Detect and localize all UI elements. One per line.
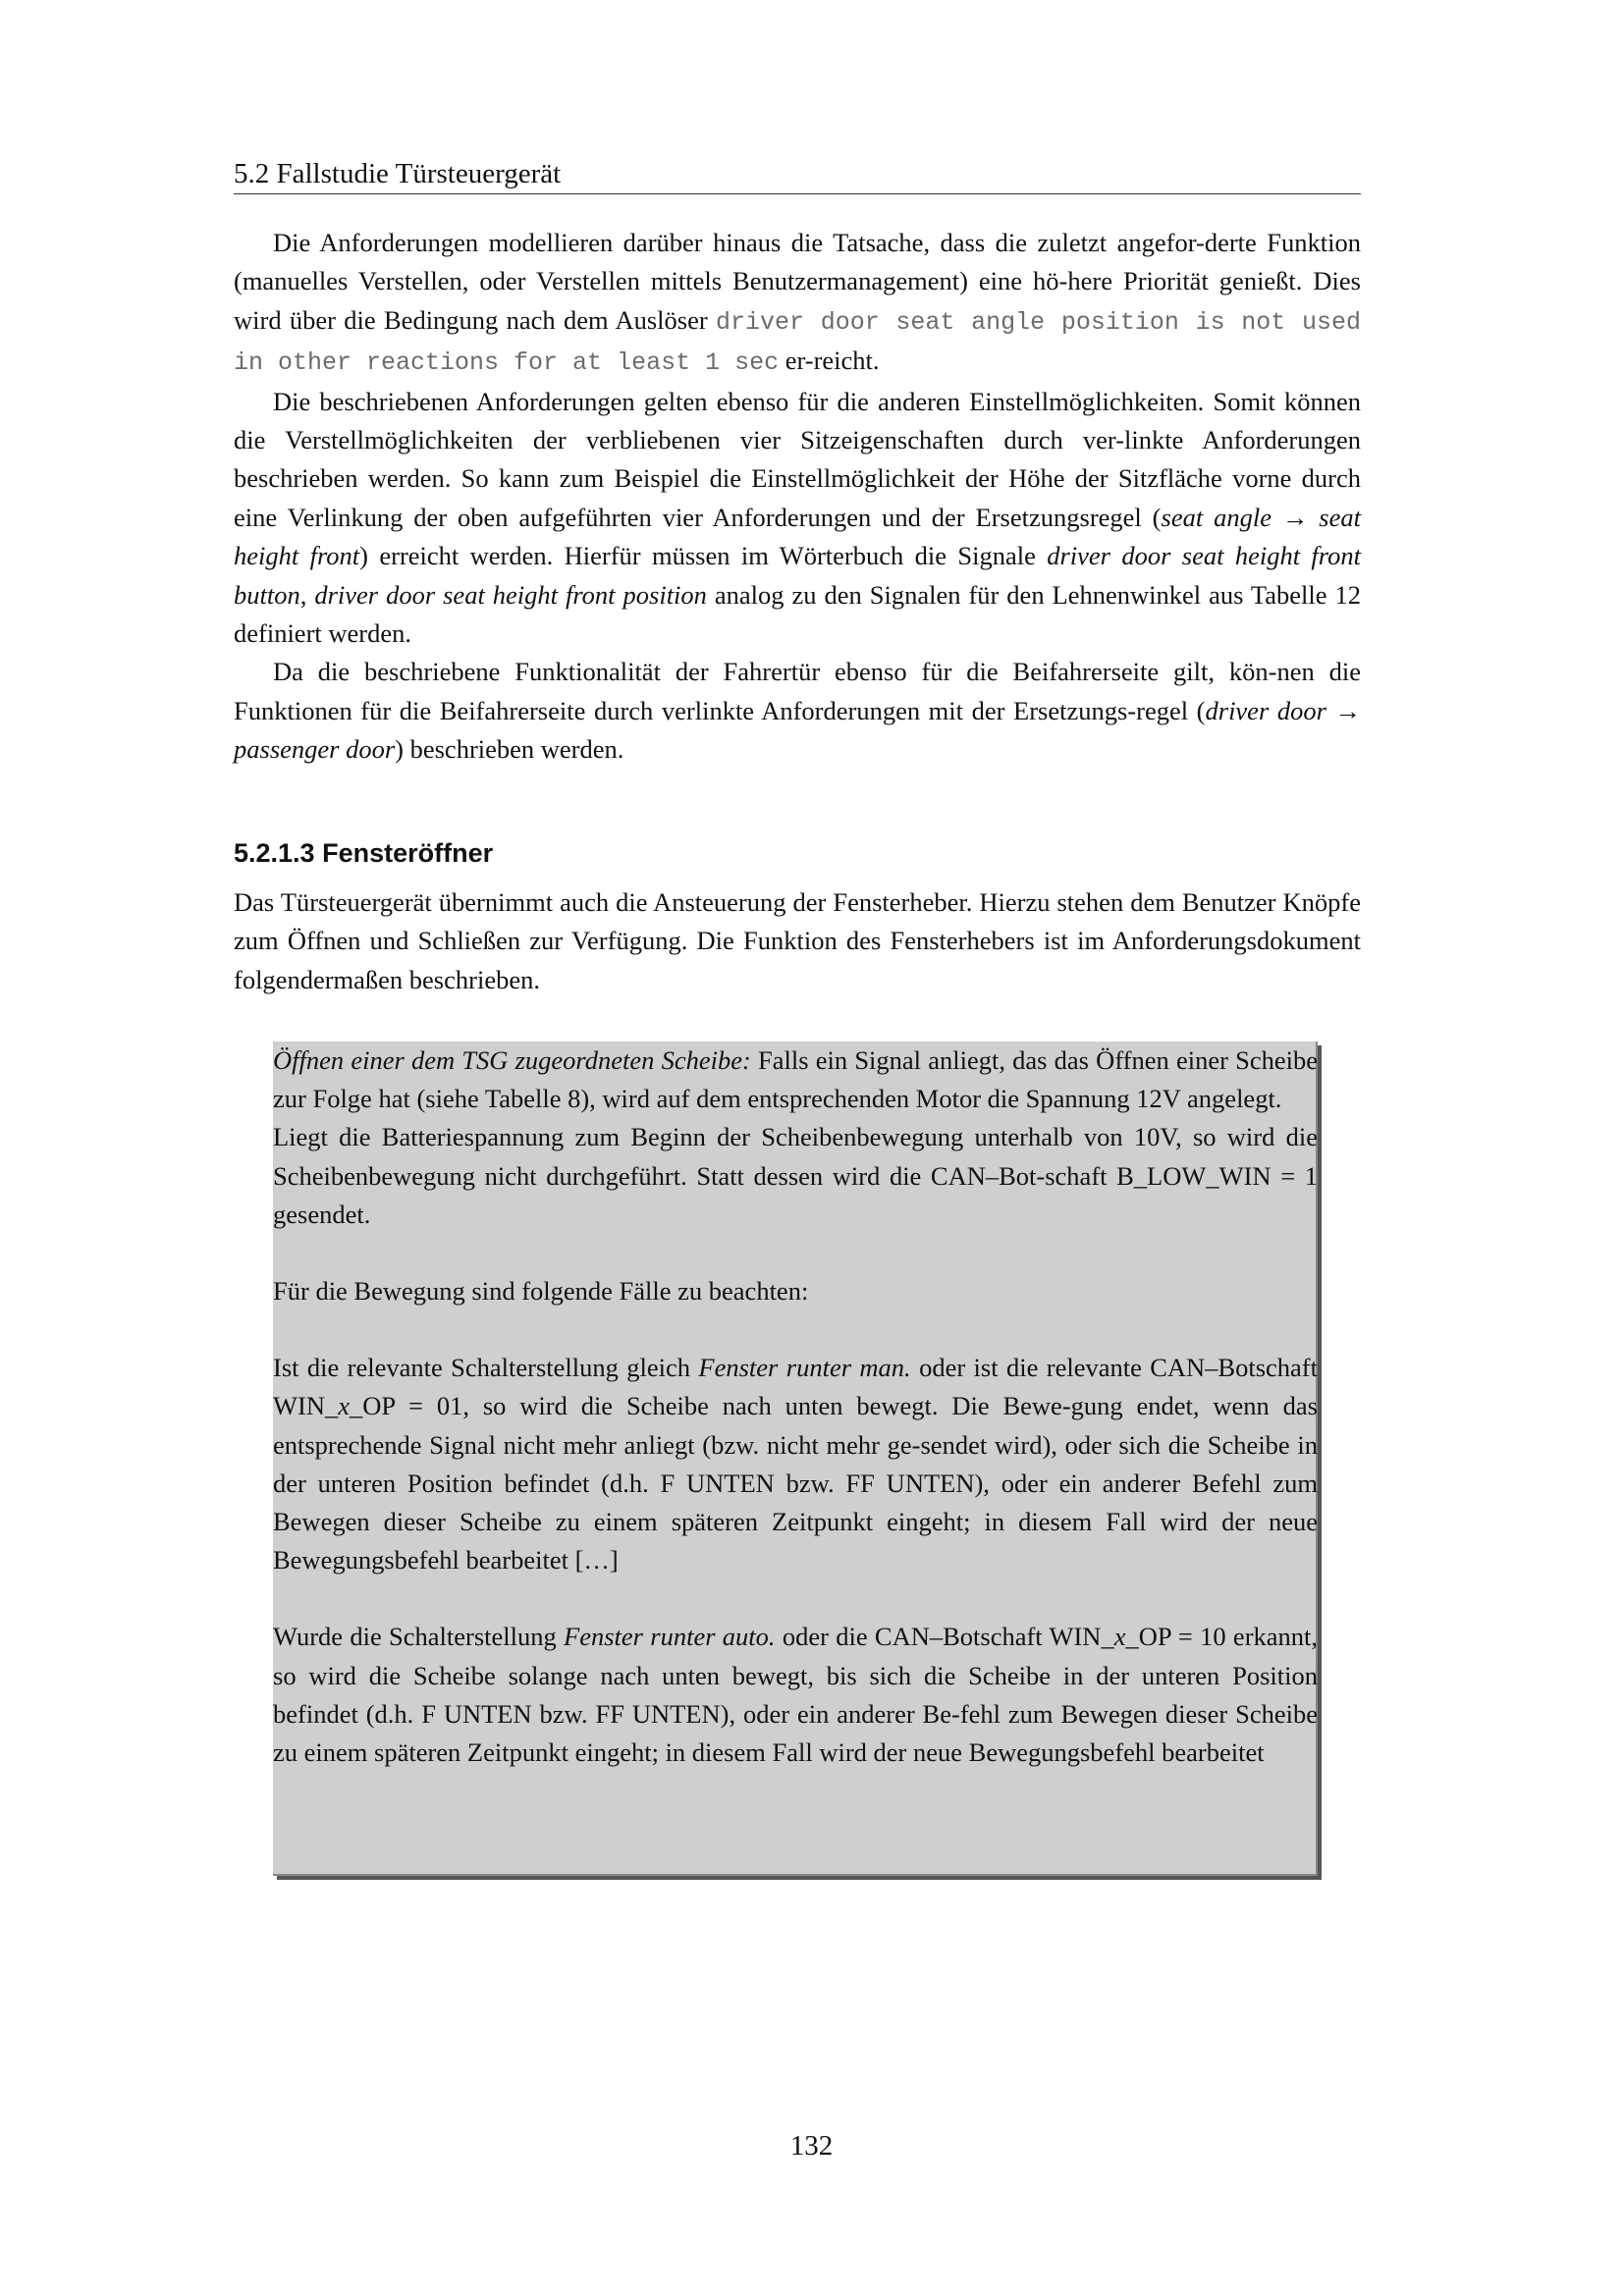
running-header: 5.2 Fallstudie Türsteuergerät [234,157,1361,194]
quote-paragraph-battery: Liegt die Batteriespannung zum Beginn der Scheibenbewegung unterhalb von 10V, so wird die Scheibenbewegung nicht durchgeführt. Statt dessen wird die CAN–Bot-schaft B_LOW_WIN = 1 gesendet. [273,1122,1318,1229]
paragraph-passenger [234,653,1361,769]
italic-term: driver door seat height front position [314,579,707,610]
quote-paragraph-open [273,1041,1318,1118]
paragraph-adjustments [234,383,1361,654]
spacer [273,1310,1318,1349]
paragraph-priority [234,224,1361,383]
paragraph-text: ) erreicht werden. Hierfür müssen im Wörterbuch die Signale [359,541,1048,571]
paragraph-text: Die beschriebenen Anforderungen gelten ebenso für die anderen Einstellmöglichkeiten. Somit können die Verstellmöglichkeiten der verbliebenen vier Sitzeigenschaften durch ver-linkte Anforderungen beschrieben werden. So kann zum Beispiel die Einstellmöglichkeit der Höhe der Sitzfläche vorne durch eine Verlinkung der oben aufgeführten vier Anforderungen und der Ersetzungsregel ( [234,386,1361,532]
italic-term: seat angle → seat height front [234,502,1361,571]
quote-content [273,1041,1318,1772]
italic-term: Fenster runter auto. [564,1622,776,1652]
page-number: 132 [789,2130,834,2162]
italic-term: x [338,1391,350,1421]
body-text-section [234,883,1361,999]
body-text-top [234,224,1361,770]
italic-term: Fenster runter man. [698,1353,911,1383]
spacer [273,1579,1318,1618]
paragraph-text: Da die beschriebene Funktionalität der Fahrertür ebenso für die Beifahrerseite gilt, kön-nen die Funktionen für die Beifahrerseite durch verlinkte Anforderungen mit der Ersetzungs-regel ( [234,657,1361,725]
paragraph-text: analog zu den Signalen für den Lehnenwinkel aus Tabelle 12 definiert werden. [234,579,1361,649]
italic-term: Öffnen einer dem TSG zugeordneten Scheibe: [273,1045,751,1075]
italic-term: driver door → passenger door [234,695,1361,765]
quote-text: Falls ein Signal anliegt, das das Öffnen einer Scheibe zur Folge hat (siehe Tabelle 8), wird auf dem entsprechenden Motor die Spannung 12V angelegt. [273,1045,1318,1114]
section-heading: 5.2.1.3 Fensteröffner [234,838,494,868]
requirement-quote-box [273,1041,1318,1876]
quote-paragraph-manual [273,1349,1318,1579]
quote-text: Wurde die Schalterstellung [273,1622,565,1652]
quote-text: _OP = 10 erkannt, so wird die Scheibe solange nach unten bewegt, bis sich die Scheibe in der unteren Position befindet (d.h. F UNTEN bzw. FF UNTEN), oder ein anderer Be-fehl zum Bewegen dieser Scheibe zu einem späteren Zeitpunkt eingeht; in diesem Fall wird der neue Bewegungsbefehl bearbeitet [273,1622,1319,1768]
paragraph-text: ) beschrieben werden. [395,734,624,765]
quote-paragraph-cases: Für die Bewegung sind folgende Fälle zu beachten: [273,1276,809,1307]
paragraph-text: , [299,579,315,610]
inline-code: driver door seat angle position is not used in other reactions for at least 1 sec [234,307,1361,378]
quote-text: oder die CAN–Botschaft WIN_ [775,1622,1114,1652]
italic-term: x [1113,1622,1126,1652]
quote-text: _OP = 01, so wird die Scheibe nach unten bewegt. Die Bewe-gung endet, wenn das entsprechende Signal nicht mehr anliegt (bzw. nicht mehr ge-sendet wird), oder sich die Scheibe in der unteren Position befindet (d.h. F UNTEN bzw. FF UNTEN), oder ein anderer Befehl zum Bewegen dieser Scheibe zu einem späteren Zeitpunkt eingeht; in diesem Fall wird der neue Bewegungsbefehl bearbeitet […] [273,1391,1318,1575]
quote-text: Ist die relevante Schalterstellung gleich [273,1353,699,1383]
paragraph-window-intro: Das Türsteuergerät übernimmt auch die Ansteuerung der Fensterheber. Hierzu stehen dem Benutzer Knöpfe zum Öffnen und Schließen zur Verfügung. Die Funktion des Fensterhebers ist im Anforderungsdokument folgendermaßen beschrieben. [234,887,1361,994]
spacer [273,1234,1318,1272]
paragraph-text: er-reicht. [779,346,880,376]
quote-paragraph-auto [273,1618,1318,1772]
quote-text: oder ist die relevante CAN–Botschaft WIN_ [273,1353,1318,1421]
italic-term: driver door seat height front button [234,541,1361,610]
paragraph-text: Die Anforderungen modellieren darüber hinaus die Tatsache, dass die zuletzt angefor-derte Funktion (manuelles Verstellen, oder Verstellen mittels Benutzermanagement) eine hö-here Priorität genießt. Dies wird über die Bedingung nach dem Auslöser [234,228,1361,335]
